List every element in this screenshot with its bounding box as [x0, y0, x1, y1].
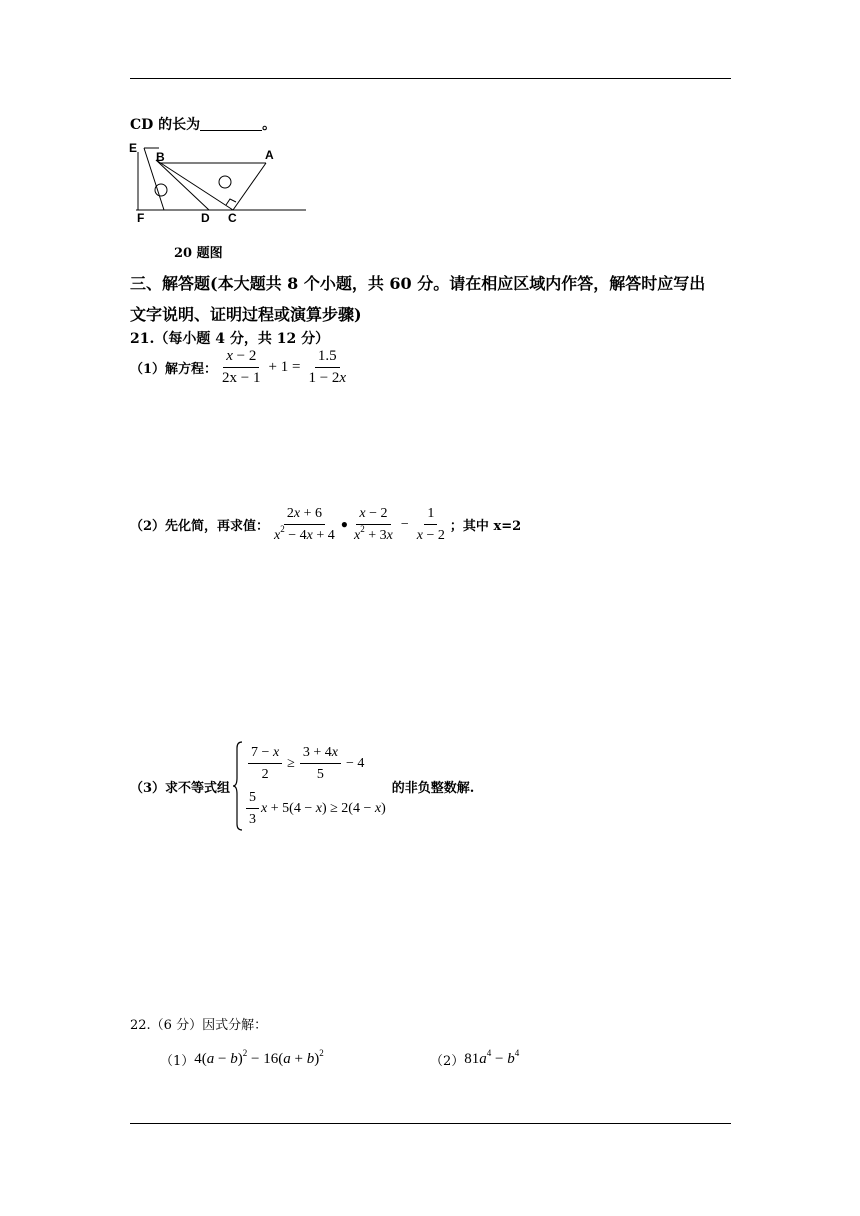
brace-icon [232, 740, 244, 832]
hole-1 [155, 184, 167, 196]
q20-text [130, 114, 276, 134]
right-angle-mark [226, 199, 236, 205]
section3-heading-line2: 文字说明、证明过程或演算步骤) [130, 305, 362, 324]
q20-caption: 20 题图 [174, 246, 223, 261]
q21-part3 [130, 740, 474, 832]
label-b: B [156, 150, 165, 164]
q22-p2-label: （2） [430, 1054, 465, 1069]
answer-blank[interactable] [200, 116, 262, 131]
q21-header: 21.（每小题 4 分，共 12 分） [130, 331, 330, 347]
q21-part1 [130, 348, 351, 387]
expression-22-2: $81a^4 - b^4$ [464, 1048, 520, 1067]
q21-p1-label: （1）解方程： [130, 362, 218, 377]
label-a: A [265, 148, 274, 162]
equation-1: $\frac{x - 2}{2x - 1}$ + 1 = $\frac{1.5}{1 - 2x}$ [222, 348, 347, 386]
q22-part2 [430, 1050, 519, 1069]
q21-p3-label: （3）求不等式组 [130, 780, 231, 796]
line-a-c [233, 163, 266, 210]
q20-figure [126, 138, 310, 228]
q22-header: 22.（6 分）因式分解： [130, 1018, 268, 1033]
expression-2: $\frac{2x + 6}{x^2 - 4x + 4}$ ● $\frac{x - 2}{x^2 + 3x}$ − $\frac{1}{x - 2}$ [274, 506, 445, 543]
q22-p1-label: （1） [160, 1054, 195, 1069]
q21-p3-tail: 的非负整数解. [391, 780, 475, 796]
label-e: E [129, 141, 138, 155]
expression-22-1: $4(a - b)^2 - 16(a + b)^2$ [194, 1048, 324, 1067]
q21-p2-label: （2）先化简，再求值： [130, 519, 270, 534]
hole-2 [219, 176, 231, 188]
label-d: D [201, 211, 210, 225]
inequality-system: $\frac{7 - x}{2}$ ≥ $\frac{3 + 4x}{5}$ − 4 $\frac{5}{3}$ x + 5(4 − x) ≥ 2(4 − x) [246, 744, 386, 828]
q21-part2 [130, 505, 521, 544]
q22-part1 [160, 1050, 324, 1069]
header-rule [130, 78, 731, 79]
label-c: C [228, 211, 237, 225]
q20-period: 。 [262, 117, 277, 133]
section3-heading-line1: 三、解答题(本大题共 8 个小题，共 60 分。请在相应区域内作答，解答时应写出 [130, 274, 706, 293]
q20-prompt: CD 的长为 [130, 117, 201, 133]
line-b-c [156, 160, 233, 210]
q21-p2-tail: ；其中 x=2 [449, 519, 522, 534]
footer-rule [130, 1123, 731, 1124]
label-f: F [137, 211, 145, 225]
